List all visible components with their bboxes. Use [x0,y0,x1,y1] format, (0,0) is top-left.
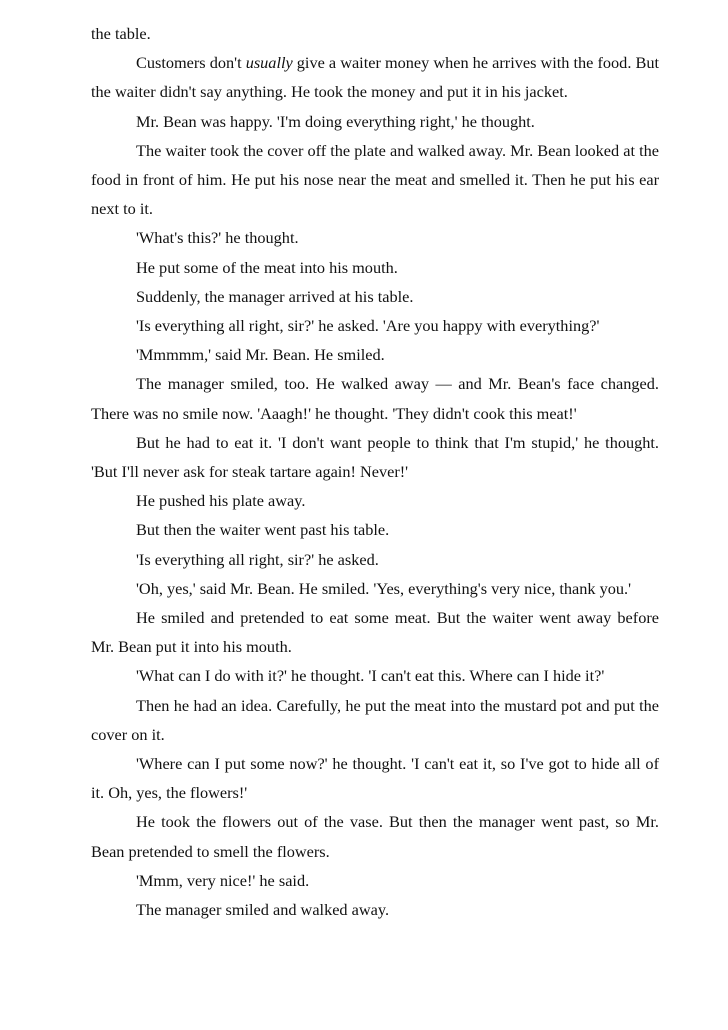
paragraph: Mr. Bean was happy. 'I'm doing everything right,' he thought. [136,111,535,131]
paragraph: 'Where can I put some now?' he thought. 'I can't eat it, so I've got to hide all of it. Oh, yes, the flowers!' [91,754,659,803]
emphasis-text: usually [245,53,293,73]
paragraph: Suddenly, the manager arrived at his table. [136,286,414,306]
paragraph: He put some of the meat into his mouth. [136,257,398,277]
paragraph: Then he had an idea. Carefully, he put the meat into the mustard pot and put the cover on it. [91,695,659,744]
paragraph: The manager smiled, too. He walked away — and Mr. Bean's face changed. There was no smile now. 'Aaagh!' he thought. 'They didn't cook this meat!' [91,374,659,423]
paragraph: 'What can I do with it?' he thought. 'I can't eat this. Where can I hide it?' [136,666,605,686]
paragraph: 'Is everything all right, sir?' he asked. [136,549,379,569]
paragraph: He smiled and pretended to eat some meat. But the waiter went away before Mr. Bean put it into his mouth. [91,608,659,657]
paragraph: 'Mmmmm,' said Mr. Bean. He smiled. [136,345,385,365]
paragraph: the table. [91,24,151,43]
paragraph: 'Mmm, very nice!' he said. [136,870,310,890]
paragraph: He pushed his plate away. [136,491,306,511]
document-page [91,19,659,924]
paragraph: The manager smiled and walked away. [136,900,390,920]
paragraph: 'Oh, yes,' said Mr. Bean. He smiled. 'Yes, everything's very nice, thank you.' [136,578,632,598]
paragraph-text: Customers don't [136,53,246,73]
paragraph: The waiter took the cover off the plate and walked away. Mr. Bean looked at the food in front of him. He put his nose near the meat and smelled it. Then he put his ear next to it. [91,140,659,219]
paragraph: 'Is everything all right, sir?' he asked. 'Are you happy with everything?' [136,316,600,336]
paragraph: 'What's this?' he thought. [136,228,299,248]
paragraph: But then the waiter went past his table. [136,520,390,540]
paragraph [91,48,659,106]
paragraph-text: give a waiter money when he arrives with the food. But the waiter didn't say anything. He took the money and put it in his jacket. [91,53,659,102]
paragraph: He took the flowers out of the vase. But then the manager went past, so Mr. Bean pretended to smell the flowers. [91,812,659,861]
paragraph: But he had to eat it. 'I don't want people to think that I'm stupid,' he thought. 'But I'll never ask for steak tartare again! Never!' [91,432,659,482]
